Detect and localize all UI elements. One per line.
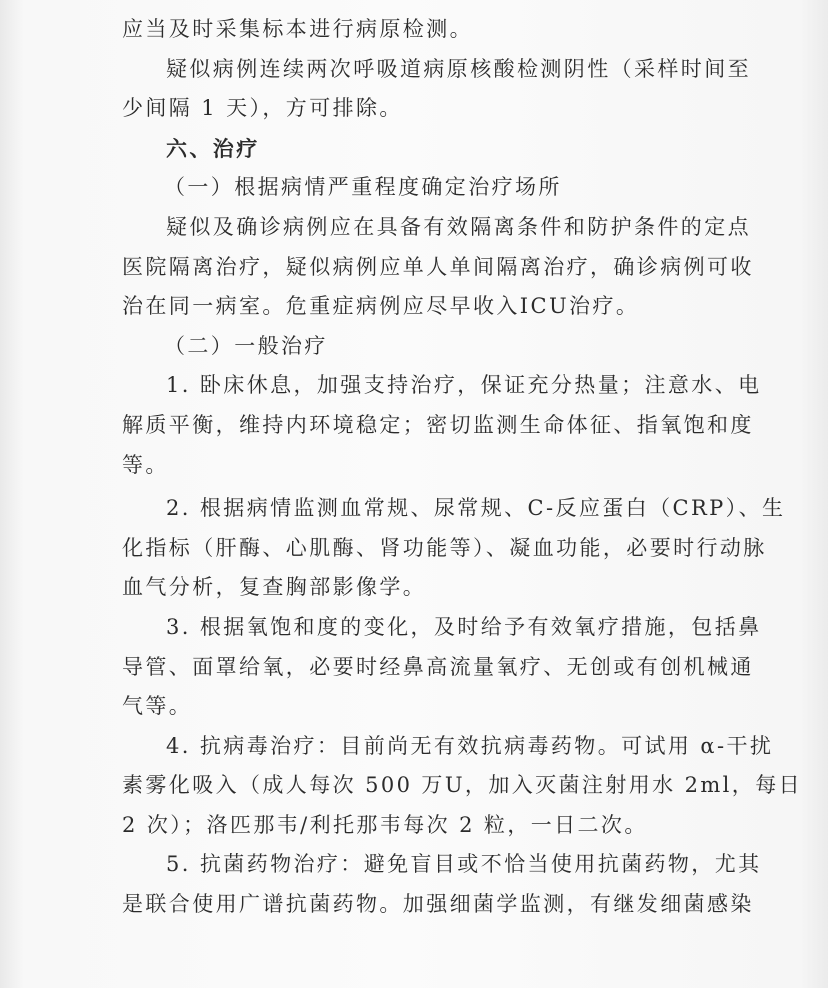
text-line: 医院隔离治疗，疑似病例应单人单间隔离治疗，确诊病例可收 <box>122 254 754 279</box>
text-line: 等。 <box>122 452 169 477</box>
section-heading-treatment: 六、治疗 <box>166 135 260 161</box>
text-line: 化指标（肝酶、心肌酶、肾功能等）、凝血功能，必要时行动脉 <box>122 535 767 560</box>
text-line: 2 次）；洛匹那韦/利托那韦每次 2 粒，一日二次。 <box>122 812 648 837</box>
text-line: 是联合使用广谱抗菌药物。加强细菌学监测，有继发细菌感染 <box>122 892 754 917</box>
list-item-line: 2. 根据病情监测血常规、尿常规、C-反应蛋白（CRP）、生 <box>166 496 786 521</box>
list-item-line: 3. 根据氧饱和度的变化，及时给予有效氧疗措施，包括鼻 <box>166 614 762 639</box>
text-line: 治在同一病室。危重症病例应尽早收入ICU治疗。 <box>122 294 640 319</box>
subsection-heading-treatment-site: （一）根据病情严重程度确定治疗场所 <box>164 175 562 200</box>
text-line: 疑似及确诊病例应在具备有效隔离条件和防护条件的定点 <box>166 214 751 239</box>
list-item-line: 4. 抗病毒治疗：目前尚无有效抗病毒药物。可试用 α-干扰 <box>166 733 774 758</box>
text-line: 气等。 <box>122 694 193 719</box>
text-line: 应当及时采集标本进行病原检测。 <box>122 17 473 41</box>
text-line: 导管、面罩给氧，必要时经鼻高流量氧疗、无创或有创机械通 <box>122 654 754 679</box>
text-line: 素雾化吸入（成人每次 500 万U，加入灭菌注射用水 2ml，每日 <box>122 773 802 798</box>
text-line: 解质平衡，维持内环境稳定；密切监测生命体征、指氧饱和度 <box>122 412 754 437</box>
text-line: 疑似病例连续两次呼吸道病原核酸检测阴性（采样时间至 <box>166 56 751 81</box>
list-item-line: 5. 抗菌药物治疗：避免盲目或不恰当使用抗菌药物，尤其 <box>166 852 762 877</box>
subsection-heading-general-treatment: （二）一般治疗 <box>164 333 328 358</box>
list-item-line: 1. 卧床休息，加强支持治疗，保证充分热量；注意水、电 <box>166 373 762 398</box>
text-line: 血气分析，复查胸部影像学。 <box>122 575 427 600</box>
text-line: 少间隔 1 天），方可排除。 <box>122 96 403 121</box>
document-body <box>122 10 802 925</box>
